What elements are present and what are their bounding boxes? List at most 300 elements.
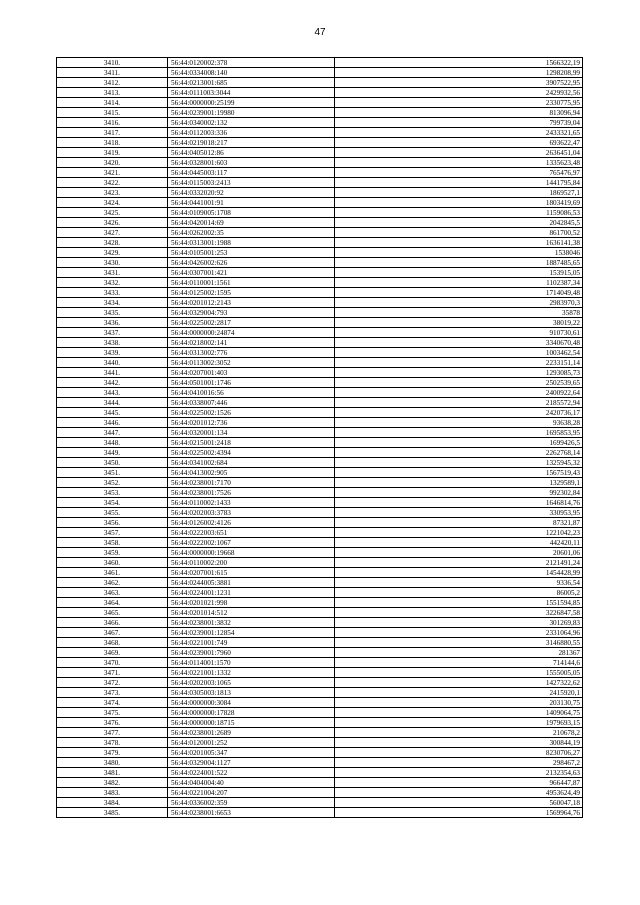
cadastral-number-cell: 56:44:0404004:40: [168, 778, 335, 788]
value-cell: 87321,87: [335, 518, 583, 528]
value-cell: 2502539,65: [335, 378, 583, 388]
row-number-cell: 3471.: [57, 668, 168, 678]
table-row: [57, 568, 583, 578]
table-row: [57, 128, 583, 138]
table-row: [57, 468, 583, 478]
table-row: [57, 88, 583, 98]
table-row: [57, 148, 583, 158]
row-number-cell: 3456.: [57, 518, 168, 528]
table-row: [57, 418, 583, 428]
cadastral-number-cell: 56:44:0329004:793: [168, 308, 335, 318]
value-cell: 1551594,85: [335, 598, 583, 608]
row-number-cell: 3449.: [57, 448, 168, 458]
table-row: [57, 158, 583, 168]
cadastral-number-cell: 56:44:0224001:1231: [168, 588, 335, 598]
cadastral-number-cell: 56:44:0244005:3881: [168, 578, 335, 588]
value-cell: 1979693,15: [335, 718, 583, 728]
value-cell: 714144,6: [335, 658, 583, 668]
value-cell: 9336,54: [335, 578, 583, 588]
table-row: [57, 808, 583, 818]
cadastral-number-cell: 56:44:0000000:19668: [168, 548, 335, 558]
table-row: [57, 458, 583, 468]
row-number-cell: 3440.: [57, 358, 168, 368]
table-row: [57, 628, 583, 638]
value-cell: 2042845,5: [335, 218, 583, 228]
value-cell: 1335623,48: [335, 158, 583, 168]
table-row: [57, 258, 583, 268]
value-cell: 300844,19: [335, 738, 583, 748]
row-number-cell: 3428.: [57, 238, 168, 248]
cadastral-number-cell: 56:44:0262002:35: [168, 228, 335, 238]
row-number-cell: 3435.: [57, 308, 168, 318]
cadastral-number-cell: 56:44:0328001:603: [168, 158, 335, 168]
cadastral-number-cell: 56:44:0336002:359: [168, 798, 335, 808]
row-number-cell: 3418.: [57, 138, 168, 148]
cadastral-number-cell: 56:44:0112003:336: [168, 128, 335, 138]
value-cell: 153915,05: [335, 268, 583, 278]
table-row: [57, 658, 583, 668]
value-cell: 1298208,99: [335, 68, 583, 78]
row-number-cell: 3436.: [57, 318, 168, 328]
table-row: [57, 448, 583, 458]
value-cell: 813096,94: [335, 108, 583, 118]
value-cell: 1646814,76: [335, 498, 583, 508]
table-row: [57, 578, 583, 588]
table-row: [57, 348, 583, 358]
cadastral-number-cell: 56:44:0221004:207: [168, 788, 335, 798]
cadastral-number-cell: 56:44:0202003:3783: [168, 508, 335, 518]
row-number-cell: 3475.: [57, 708, 168, 718]
cadastral-number-cell: 56:44:0329004:1127: [168, 758, 335, 768]
value-cell: 2400922,64: [335, 388, 583, 398]
row-number-cell: 3460.: [57, 558, 168, 568]
value-cell: 35878: [335, 308, 583, 318]
table-row: [57, 218, 583, 228]
table-row: [57, 408, 583, 418]
row-number-cell: 3451.: [57, 468, 168, 478]
cadastral-number-cell: 56:44:0238001:6653: [168, 808, 335, 818]
cadastral-number-cell: 56:44:0219018:217: [168, 138, 335, 148]
cadastral-number-cell: 56:44:0201012:2143: [168, 298, 335, 308]
row-number-cell: 3430.: [57, 258, 168, 268]
table-row: [57, 748, 583, 758]
row-number-cell: 3442.: [57, 378, 168, 388]
cadastral-number-cell: 56:44:0239001:12854: [168, 628, 335, 638]
table-row: [57, 438, 583, 448]
row-number-cell: 3467.: [57, 628, 168, 638]
value-cell: 2262768,14: [335, 448, 583, 458]
row-number-cell: 3466.: [57, 618, 168, 628]
table-row: [57, 108, 583, 118]
row-number-cell: 3468.: [57, 638, 168, 648]
row-number-cell: 3432.: [57, 278, 168, 288]
row-number-cell: 3478.: [57, 738, 168, 748]
value-cell: 2433321,65: [335, 128, 583, 138]
table-row: [57, 688, 583, 698]
cadastral-number-cell: 56:44:0239001:19980: [168, 108, 335, 118]
cadastral-number-cell: 56:44:0313002:776: [168, 348, 335, 358]
value-cell: 861700,52: [335, 228, 583, 238]
table-row: [57, 428, 583, 438]
table-row: [57, 338, 583, 348]
table-row: [57, 278, 583, 288]
value-cell: 20601,06: [335, 548, 583, 558]
table-row: [57, 638, 583, 648]
cadastral-number-cell: 56:44:0307001:421: [168, 268, 335, 278]
table-row: [57, 308, 583, 318]
cadastral-number-cell: 56:44:0405012:86: [168, 148, 335, 158]
value-cell: 2983970,3: [335, 298, 583, 308]
table-row: [57, 98, 583, 108]
cadastral-number-cell: 56:44:0000000:25199: [168, 98, 335, 108]
cadastral-number-cell: 56:44:0338007:446: [168, 398, 335, 408]
row-number-cell: 3437.: [57, 328, 168, 338]
row-number-cell: 3462.: [57, 578, 168, 588]
row-number-cell: 3417.: [57, 128, 168, 138]
cadastral-number-cell: 56:44:0221001:1332: [168, 668, 335, 678]
value-cell: 3146880,55: [335, 638, 583, 648]
cadastral-number-cell: 56:44:0120002:378: [168, 58, 335, 68]
cadastral-number-cell: 56:44:0420014:69: [168, 218, 335, 228]
value-cell: 4953624,49: [335, 788, 583, 798]
table-row: [57, 328, 583, 338]
row-number-cell: 3422.: [57, 178, 168, 188]
row-number-cell: 3470.: [57, 658, 168, 668]
cadastral-number-cell: 56:44:0426002:626: [168, 258, 335, 268]
table-row: [57, 738, 583, 748]
cadastral-number-cell: 56:44:0000000:17828: [168, 708, 335, 718]
row-number-cell: 3484.: [57, 798, 168, 808]
row-number-cell: 3448.: [57, 438, 168, 448]
row-number-cell: 3457.: [57, 528, 168, 538]
value-cell: 1569964,76: [335, 808, 583, 818]
table-row: [57, 248, 583, 258]
cadastral-number-cell: 56:44:0238001:3832: [168, 618, 335, 628]
value-cell: 1538046: [335, 248, 583, 258]
cadastral-number-cell: 56:44:0441001:91: [168, 198, 335, 208]
table-row: [57, 238, 583, 248]
cadastral-number-cell: 56:44:0334008:140: [168, 68, 335, 78]
table-row: [57, 598, 583, 608]
cadastral-number-cell: 56:44:0313001:1988: [168, 238, 335, 248]
value-cell: 765476,97: [335, 168, 583, 178]
row-number-cell: 3474.: [57, 698, 168, 708]
table-row: [57, 488, 583, 498]
cadastral-number-cell: 56:44:0238001:7170: [168, 478, 335, 488]
row-number-cell: 3412.: [57, 78, 168, 88]
row-number-cell: 3463.: [57, 588, 168, 598]
row-number-cell: 3469.: [57, 648, 168, 658]
cadastral-number-cell: 56:44:0225002:4394: [168, 448, 335, 458]
row-number-cell: 3434.: [57, 298, 168, 308]
cadastral-number-cell: 56:44:0000000:18715: [168, 718, 335, 728]
cadastral-number-cell: 56:44:0000000:3084: [168, 698, 335, 708]
table-body: [57, 58, 583, 818]
row-number-cell: 3481.: [57, 768, 168, 778]
row-number-cell: 3444.: [57, 398, 168, 408]
value-cell: 799739,04: [335, 118, 583, 128]
value-cell: 38019,22: [335, 318, 583, 328]
row-number-cell: 3472.: [57, 678, 168, 688]
cadastral-value-table: [56, 57, 583, 818]
row-number-cell: 3483.: [57, 788, 168, 798]
row-number-cell: 3415.: [57, 108, 168, 118]
cadastral-number-cell: 56:44:0238001:7526: [168, 488, 335, 498]
value-cell: 693622,47: [335, 138, 583, 148]
row-number-cell: 3454.: [57, 498, 168, 508]
cadastral-number-cell: 56:44:0110001:1561: [168, 278, 335, 288]
table-row: [57, 678, 583, 688]
table-row: [57, 588, 583, 598]
row-number-cell: 3414.: [57, 98, 168, 108]
row-number-cell: 3455.: [57, 508, 168, 518]
table-row: [57, 378, 583, 388]
value-cell: 2331064,96: [335, 628, 583, 638]
value-cell: 86005,2: [335, 588, 583, 598]
cadastral-number-cell: 56:44:0305003:1813: [168, 688, 335, 698]
value-cell: 992302,84: [335, 488, 583, 498]
row-number-cell: 3446.: [57, 418, 168, 428]
table-row: [57, 318, 583, 328]
table-row: [57, 58, 583, 68]
cadastral-number-cell: 56:44:0221001:749: [168, 638, 335, 648]
cadastral-number-cell: 56:44:0115003:2413: [168, 178, 335, 188]
table-row: [57, 498, 583, 508]
cadastral-number-cell: 56:44:0201014:512: [168, 608, 335, 618]
row-number-cell: 3420.: [57, 158, 168, 168]
table-row: [57, 758, 583, 768]
value-cell: 1329589,1: [335, 478, 583, 488]
value-cell: 1409064,75: [335, 708, 583, 718]
row-number-cell: 3458.: [57, 538, 168, 548]
cadastral-number-cell: 56:44:0224001:522: [168, 768, 335, 778]
cadastral-number-cell: 56:44:0000000:24874: [168, 328, 335, 338]
cadastral-number-cell: 56:44:0202003:1065: [168, 678, 335, 688]
table-row: [57, 398, 583, 408]
table-row: [57, 548, 583, 558]
value-cell: 1567519,43: [335, 468, 583, 478]
table-row: [57, 528, 583, 538]
value-cell: 442420,11: [335, 538, 583, 548]
cadastral-number-cell: 56:44:0120001:252: [168, 738, 335, 748]
value-cell: 2121491,24: [335, 558, 583, 568]
value-cell: 966447,87: [335, 778, 583, 788]
cadastral-number-cell: 56:44:0110002:200: [168, 558, 335, 568]
value-cell: 93638,28: [335, 418, 583, 428]
cadastral-number-cell: 56:44:0222002:1067: [168, 538, 335, 548]
value-cell: 2233151,14: [335, 358, 583, 368]
table-row: [57, 788, 583, 798]
table-row: [57, 668, 583, 678]
cadastral-number-cell: 56:44:0110002:1433: [168, 498, 335, 508]
value-cell: 2636451,04: [335, 148, 583, 158]
table-row: [57, 298, 583, 308]
page-number: 47: [314, 27, 326, 38]
table-row: [57, 508, 583, 518]
cadastral-number-cell: 56:44:0222003:651: [168, 528, 335, 538]
row-number-cell: 3450.: [57, 458, 168, 468]
row-number-cell: 3429.: [57, 248, 168, 258]
cadastral-number-cell: 56:44:0225002:1526: [168, 408, 335, 418]
row-number-cell: 3452.: [57, 478, 168, 488]
table-row: [57, 118, 583, 128]
value-cell: 1555005,05: [335, 668, 583, 678]
value-cell: 210678,2: [335, 728, 583, 738]
row-number-cell: 3445.: [57, 408, 168, 418]
cadastral-number-cell: 56:44:0445003:117: [168, 168, 335, 178]
value-cell: 1441795,84: [335, 178, 583, 188]
value-cell: 1636141,38: [335, 238, 583, 248]
table-row: [57, 288, 583, 298]
row-number-cell: 3477.: [57, 728, 168, 738]
value-cell: 1887485,65: [335, 258, 583, 268]
value-cell: 1427322,62: [335, 678, 583, 688]
row-number-cell: 3431.: [57, 268, 168, 278]
row-number-cell: 3464.: [57, 598, 168, 608]
value-cell: 1454428,99: [335, 568, 583, 578]
row-number-cell: 3447.: [57, 428, 168, 438]
cadastral-number-cell: 56:44:0340002:132: [168, 118, 335, 128]
table-row: [57, 798, 583, 808]
table-row: [57, 138, 583, 148]
table-row: [57, 358, 583, 368]
table-row: [57, 478, 583, 488]
table-row: [57, 648, 583, 658]
value-cell: 330953,95: [335, 508, 583, 518]
value-cell: 1293085,73: [335, 368, 583, 378]
value-cell: 1714049,48: [335, 288, 583, 298]
cadastral-number-cell: 56:44:0413002:905: [168, 468, 335, 478]
value-cell: 1221042,23: [335, 528, 583, 538]
cadastral-number-cell: 56:44:0114001:1570: [168, 658, 335, 668]
row-number-cell: 3461.: [57, 568, 168, 578]
value-cell: 910730,61: [335, 328, 583, 338]
row-number-cell: 3423.: [57, 188, 168, 198]
cadastral-number-cell: 56:44:0215001:2418: [168, 438, 335, 448]
table-row: [57, 208, 583, 218]
value-cell: 1102387,34: [335, 278, 583, 288]
table-row: [57, 618, 583, 628]
cadastral-number-cell: 56:44:0225002:2817: [168, 318, 335, 328]
value-cell: 301269,83: [335, 618, 583, 628]
value-cell: 8230706,27: [335, 748, 583, 758]
value-cell: 3907522,95: [335, 78, 583, 88]
cadastral-number-cell: 56:44:0410016:56: [168, 388, 335, 398]
value-cell: 2185572,94: [335, 398, 583, 408]
table-row: [57, 168, 583, 178]
cadastral-number-cell: 56:44:0238001:2689: [168, 728, 335, 738]
value-cell: 1003462,54: [335, 348, 583, 358]
value-cell: 1325945,32: [335, 458, 583, 468]
row-number-cell: 3465.: [57, 608, 168, 618]
cadastral-number-cell: 56:44:0111003:3044: [168, 88, 335, 98]
row-number-cell: 3425.: [57, 208, 168, 218]
row-number-cell: 3441.: [57, 368, 168, 378]
value-cell: 3226847,58: [335, 608, 583, 618]
table-row: [57, 608, 583, 618]
cadastral-number-cell: 56:44:0126002:4126: [168, 518, 335, 528]
row-number-cell: 3419.: [57, 148, 168, 158]
table-row: [57, 718, 583, 728]
table-row: [57, 228, 583, 238]
row-number-cell: 3439.: [57, 348, 168, 358]
value-cell: 2330775,95: [335, 98, 583, 108]
row-number-cell: 3485.: [57, 808, 168, 818]
row-number-cell: 3411.: [57, 68, 168, 78]
value-cell: 560047,18: [335, 798, 583, 808]
row-number-cell: 3424.: [57, 198, 168, 208]
cadastral-number-cell: 56:44:0239001:7960: [168, 648, 335, 658]
table-row: [57, 178, 583, 188]
row-number-cell: 3479.: [57, 748, 168, 758]
row-number-cell: 3426.: [57, 218, 168, 228]
value-cell: 1803419,69: [335, 198, 583, 208]
row-number-cell: 3476.: [57, 718, 168, 728]
table-row: [57, 68, 583, 78]
value-cell: 3340670,48: [335, 338, 583, 348]
row-number-cell: 3443.: [57, 388, 168, 398]
table-row: [57, 558, 583, 568]
cadastral-number-cell: 56:44:0125002:1595: [168, 288, 335, 298]
table-row: [57, 188, 583, 198]
value-cell: 1869527,1: [335, 188, 583, 198]
value-cell: 2132354,63: [335, 768, 583, 778]
table-row: [57, 698, 583, 708]
row-number-cell: 3416.: [57, 118, 168, 128]
cadastral-number-cell: 56:44:0201012:736: [168, 418, 335, 428]
value-cell: 2420736,17: [335, 408, 583, 418]
cadastral-number-cell: 56:44:0332020:92: [168, 188, 335, 198]
value-cell: 298467,2: [335, 758, 583, 768]
table-row: [57, 268, 583, 278]
cadastral-number-cell: 56:44:0207001:403: [168, 368, 335, 378]
table-row: [57, 768, 583, 778]
table-row: [57, 538, 583, 548]
row-number-cell: 3480.: [57, 758, 168, 768]
value-cell: 2415920,1: [335, 688, 583, 698]
row-number-cell: 3438.: [57, 338, 168, 348]
table-row: [57, 388, 583, 398]
row-number-cell: 3427.: [57, 228, 168, 238]
value-cell: 1695853,95: [335, 428, 583, 438]
value-cell: 203130,75: [335, 698, 583, 708]
value-cell: 281367: [335, 648, 583, 658]
cadastral-number-cell: 56:44:0218002:141: [168, 338, 335, 348]
cadastral-number-cell: 56:44:0109005:1708: [168, 208, 335, 218]
value-cell: 1159086,53: [335, 208, 583, 218]
cadastral-number-cell: 56:44:0201021:998: [168, 598, 335, 608]
table-row: [57, 368, 583, 378]
row-number-cell: 3453.: [57, 488, 168, 498]
value-cell: 2429932,56: [335, 88, 583, 98]
row-number-cell: 3482.: [57, 778, 168, 788]
cadastral-number-cell: 56:44:0201005:347: [168, 748, 335, 758]
cadastral-number-cell: 56:44:0105001:253: [168, 248, 335, 258]
cadastral-number-cell: 56:44:0320001:134: [168, 428, 335, 438]
row-number-cell: 3473.: [57, 688, 168, 698]
table-row: [57, 728, 583, 738]
table-row: [57, 78, 583, 88]
cadastral-number-cell: 56:44:0113002:3052: [168, 358, 335, 368]
table-row: [57, 708, 583, 718]
row-number-cell: 3413.: [57, 88, 168, 98]
cadastral-number-cell: 56:44:0501001:1746: [168, 378, 335, 388]
cadastral-number-cell: 56:44:0207001:615: [168, 568, 335, 578]
value-cell: 1566322,19: [335, 58, 583, 68]
cadastral-number-cell: 56:44:0341002:684: [168, 458, 335, 468]
table-row: [57, 518, 583, 528]
row-number-cell: 3410.: [57, 58, 168, 68]
